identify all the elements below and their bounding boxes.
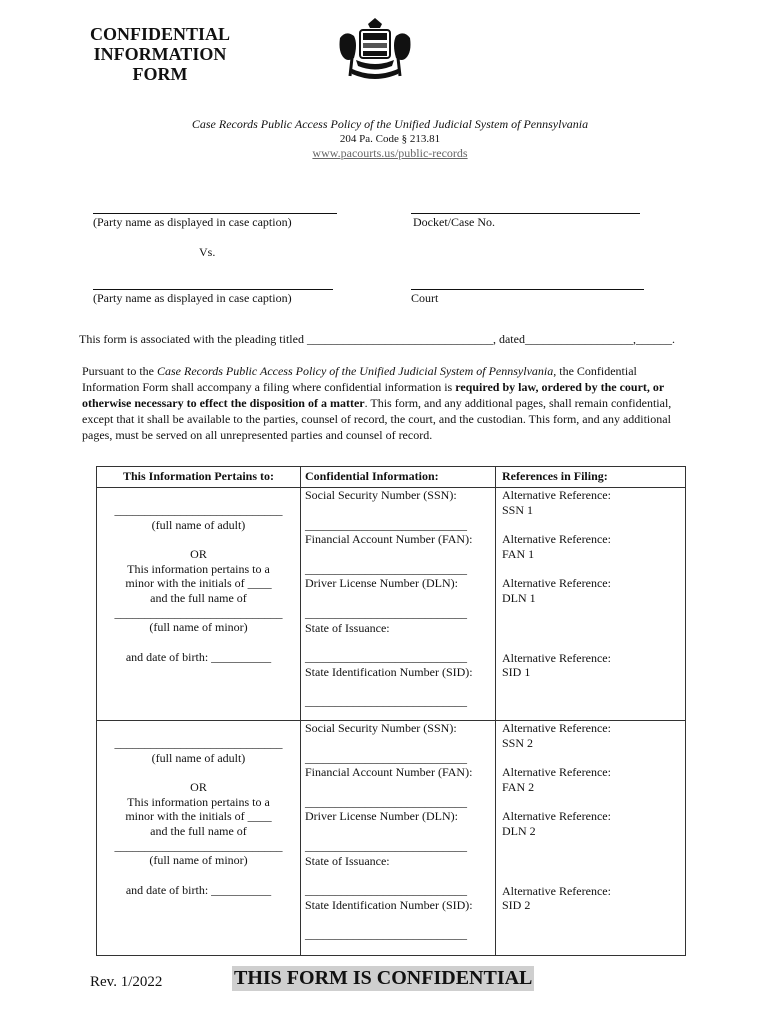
ref-dln: DLN 2	[502, 823, 536, 838]
alt-ref-label: Alternative Reference:	[502, 532, 611, 547]
minor-name-line[interactable]: ____________________________	[114, 605, 283, 620]
dln-label: Driver License Number (DLN):	[305, 809, 458, 824]
minor-text: and the full name of	[150, 590, 247, 605]
confidential-cell	[301, 721, 496, 956]
references-cell	[496, 721, 686, 956]
alt-ref-label: Alternative Reference:	[502, 576, 611, 591]
adult-label: (full name of adult)	[151, 517, 246, 532]
ssn-label: Social Security Number (SSN):	[305, 721, 457, 735]
minor-label: (full name of minor)	[149, 620, 248, 635]
header-confidential: Confidential Information:	[301, 467, 496, 488]
alt-ref-label: Alternative Reference:	[502, 809, 611, 824]
minor-label: (full name of minor)	[149, 853, 248, 868]
policy-paragraph	[82, 363, 696, 443]
dln-field-line[interactable]: ___________________________	[305, 605, 467, 620]
minor-initials-line[interactable]: minor with the initials of ____	[125, 576, 272, 591]
dob-line[interactable]: and date of birth: __________	[125, 882, 272, 897]
pertains-cell	[97, 488, 301, 721]
policy-link[interactable]: www.pacourts.us/public-records	[312, 146, 468, 160]
form-title-line3: FORM	[132, 64, 188, 84]
pertains-cell	[97, 721, 301, 956]
party2-caption: (Party name as displayed in case caption)	[93, 291, 292, 305]
paragraph-policy-name: Case Records Public Access Policy of the Unified Judicial System of Pennsylvania	[157, 364, 554, 378]
fan-field-line[interactable]: ___________________________	[305, 794, 467, 809]
state-field-line[interactable]: ___________________________	[305, 883, 467, 898]
alt-ref-label: Alternative Reference:	[502, 765, 611, 780]
confidential-banner: THIS FORM IS CONFIDENTIAL	[234, 967, 533, 989]
adult-label: (full name of adult)	[151, 750, 246, 765]
alt-ref-label: Alternative Reference:	[502, 883, 611, 898]
versus-label: Vs.	[199, 245, 216, 259]
sid-field-line[interactable]: ___________________________	[305, 927, 467, 942]
ref-dln: DLN 1	[502, 590, 536, 605]
adult-name-line[interactable]: ____________________________	[114, 503, 283, 517]
revision-label: Rev. 1/2022	[90, 974, 163, 990]
party2-signature-line[interactable]	[93, 289, 333, 290]
minor-name-line[interactable]: ____________________________	[114, 838, 283, 853]
ref-fan: FAN 2	[502, 779, 535, 794]
minor-text: This information pertains to a	[127, 794, 270, 809]
docket-signature-line[interactable]	[411, 213, 640, 214]
header-references: References in Filing:	[496, 467, 686, 488]
header-pertains: This Information Pertains to:	[97, 467, 301, 488]
table-row	[97, 721, 686, 956]
state-label: State of Issuance:	[305, 853, 390, 868]
ref-ssn: SSN 1	[502, 502, 534, 517]
party1-caption: (Party name as displayed in case caption)	[93, 215, 292, 229]
table-row	[97, 488, 686, 721]
paragraph-text: , the Confidential Information Form shall accompany a filing where confidential information is	[82, 364, 637, 394]
alt-ref-label: Alternative Reference:	[502, 721, 611, 735]
paragraph-text: . This form, and any additional pages, shall remain confidential, except that it shall be available to the parties, counsel of record, the court, and the custodian. This form, and any additional pages, must be served on all unrepresented parties and counsel of record.	[82, 396, 672, 442]
policy-title: Case Records Public Access Policy of the Unified Judicial System of Pennsylvania	[191, 117, 589, 131]
fan-field-line[interactable]: ___________________________	[305, 561, 467, 576]
pennsylvania-seal-icon	[336, 18, 414, 84]
dln-label: Driver License Number (DLN):	[305, 576, 458, 591]
ref-fan: FAN 1	[502, 546, 535, 561]
ssn-field-line[interactable]: ___________________________	[305, 750, 467, 765]
form-title	[80, 24, 240, 84]
ssn-field-line[interactable]: ___________________________	[305, 517, 467, 532]
table-header-row	[97, 467, 686, 488]
minor-text: and the full name of	[150, 823, 247, 838]
or-label: OR	[190, 547, 207, 562]
fan-label: Financial Account Number (FAN):	[305, 532, 473, 547]
dob-line[interactable]: and date of birth: __________	[125, 649, 272, 664]
confidential-cell	[301, 488, 496, 721]
dln-field-line[interactable]: ___________________________	[305, 838, 467, 853]
court-signature-line[interactable]	[411, 289, 644, 290]
form-title-line2: INFORMATION	[93, 44, 227, 64]
pleading-line: This form is associated with the pleading titled _______________________________, dated__________________,______.	[79, 332, 675, 346]
state-label: State of Issuance:	[305, 620, 390, 635]
alt-ref-label: Alternative Reference:	[502, 488, 611, 502]
ref-ssn: SSN 2	[502, 735, 534, 750]
minor-initials-line[interactable]: minor with the initials of ____	[125, 809, 272, 824]
sid-label: State Identification Number (SID):	[305, 897, 473, 912]
paragraph-emphasis: required by law, ordered by the court, or otherwise necessary to effect the disposition of a matter	[82, 380, 665, 410]
sid-field-line[interactable]: ___________________________	[305, 694, 467, 709]
fan-label: Financial Account Number (FAN):	[305, 765, 473, 780]
adult-name-line[interactable]: ____________________________	[114, 736, 283, 750]
policy-code: 204 Pa. Code § 213.81	[339, 133, 441, 145]
court-caption: Court	[411, 291, 439, 305]
form-title-line1: CONFIDENTIAL	[89, 24, 231, 44]
sid-label: State Identification Number (SID):	[305, 664, 473, 679]
or-label: OR	[190, 780, 207, 795]
ssn-label: Social Security Number (SSN):	[305, 488, 457, 502]
docket-caption: Docket/Case No.	[413, 215, 495, 229]
references-cell	[496, 488, 686, 721]
party1-signature-line[interactable]	[93, 213, 337, 214]
ref-sid: SID 1	[502, 665, 531, 680]
paragraph-text: Pursuant to the	[82, 364, 157, 378]
state-field-line[interactable]: ___________________________	[305, 650, 467, 665]
ref-sid: SID 2	[502, 898, 531, 913]
alt-ref-label: Alternative Reference:	[502, 650, 611, 665]
confidential-info-table	[96, 466, 686, 956]
minor-text: This information pertains to a	[127, 561, 270, 576]
